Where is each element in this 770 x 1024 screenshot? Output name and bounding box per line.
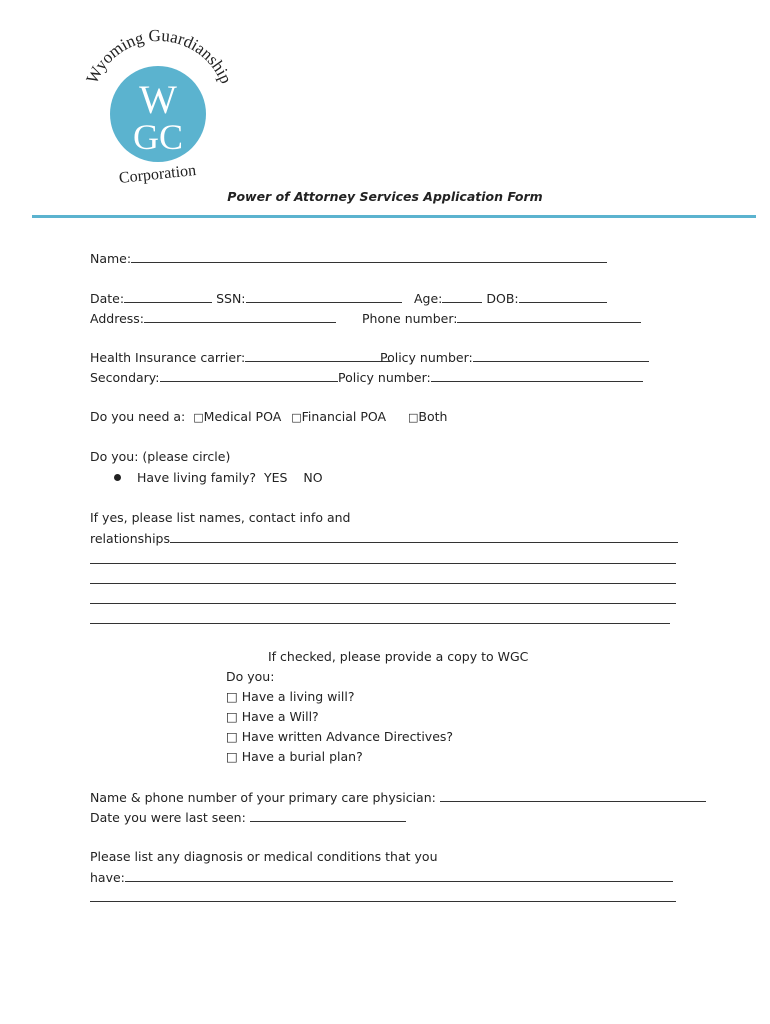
last-seen-row — [90, 809, 406, 825]
poa-prompt: Do you need a: — [90, 409, 186, 424]
diagnosis-prompt: Please list any diagnosis or medical conditions that you — [90, 849, 438, 864]
blank-line[interactable] — [90, 591, 676, 604]
dob-field[interactable] — [519, 290, 607, 303]
both-label: Both — [418, 409, 448, 424]
insurance-row — [90, 349, 391, 365]
phone-label: Phone number: — [362, 311, 458, 326]
policy-row-2 — [338, 369, 643, 385]
blank-line[interactable] — [90, 551, 676, 564]
header-divider — [32, 215, 756, 218]
diagnosis-line-2[interactable] — [90, 889, 676, 905]
age-label: Age: — [414, 291, 443, 306]
phone-field[interactable] — [457, 310, 641, 323]
family-line-3[interactable] — [90, 571, 676, 587]
dob-label: DOB: — [486, 291, 519, 306]
policy-number-2-label: Policy number: — [338, 370, 431, 385]
logo-initials-top: W — [139, 77, 177, 122]
relationships-field[interactable] — [170, 530, 678, 543]
yes-option[interactable]: YES — [263, 470, 288, 485]
secondary-label: Secondary: — [90, 370, 160, 385]
physician-row — [90, 789, 706, 805]
medical-poa-checkbox[interactable]: □ — [193, 411, 204, 424]
address-label: Address: — [90, 311, 144, 326]
living-family-question: Have living family? — [137, 470, 256, 485]
wgc-logo — [80, 22, 238, 190]
financial-poa-checkbox[interactable]: □ — [291, 411, 302, 424]
relationships-label: relationships — [90, 531, 170, 546]
address-row — [90, 310, 336, 326]
diagnosis-field[interactable] — [125, 869, 673, 882]
financial-poa-label: Financial POA — [301, 409, 387, 424]
health-carrier-label: Health Insurance carrier: — [90, 350, 246, 365]
copy-note: If checked, please provide a copy to WGC — [268, 649, 529, 664]
form-title: Power of Attorney Services Application Form — [227, 189, 543, 204]
no-option[interactable]: NO — [303, 470, 323, 485]
date-row — [90, 290, 402, 306]
logo-arc-text: Wyoming Guardianship — [82, 25, 236, 87]
medical-poa-label: Medical POA — [203, 409, 282, 424]
diagnosis-row — [90, 869, 673, 885]
circle-prompt: Do you: (please circle) — [90, 449, 231, 464]
date-label: Date: — [90, 291, 125, 306]
family-prompt: If yes, please list names, contact info and — [90, 510, 351, 525]
family-line-5[interactable] — [90, 611, 670, 627]
relationships-row — [90, 530, 678, 546]
living-will-item[interactable]: □ Have a living will? — [226, 689, 355, 704]
physician-field[interactable] — [440, 789, 706, 802]
diagnosis-label: have: — [90, 870, 125, 885]
phone-row — [362, 310, 641, 326]
age-dob-row — [414, 290, 607, 306]
logo-bottom-text: Corporation — [118, 162, 197, 188]
name-label: Name: — [90, 251, 132, 266]
address-field[interactable] — [144, 310, 336, 323]
age-field[interactable] — [442, 290, 482, 303]
advance-directives-item[interactable]: □ Have written Advance Directives? — [226, 729, 454, 744]
will-item[interactable]: □ Have a Will? — [226, 709, 319, 724]
poa-row — [90, 409, 386, 424]
secondary-row — [90, 369, 338, 385]
last-seen-field[interactable] — [250, 809, 406, 822]
blank-line[interactable] — [90, 571, 676, 584]
ssn-field[interactable] — [246, 290, 402, 303]
secondary-field[interactable] — [160, 369, 338, 382]
policy-number-2-field[interactable] — [431, 369, 643, 382]
health-carrier-field[interactable] — [245, 349, 391, 362]
policy-number-1-field[interactable] — [473, 349, 649, 362]
both-option — [408, 409, 447, 424]
logo-initials-bottom: GC — [132, 117, 184, 157]
name-row — [90, 250, 607, 266]
documents-prompt: Do you: — [226, 669, 275, 684]
policy-number-1-label: Policy number: — [380, 350, 473, 365]
blank-line[interactable] — [90, 889, 676, 902]
name-field[interactable] — [131, 250, 607, 263]
physician-label: Name & phone number of your primary care physician: — [90, 790, 436, 805]
date-field[interactable] — [124, 290, 212, 303]
family-line-2[interactable] — [90, 551, 676, 567]
bullet-icon — [114, 474, 121, 481]
family-line-4[interactable] — [90, 591, 676, 607]
blank-line[interactable] — [90, 611, 670, 624]
last-seen-label: Date you were last seen: — [90, 810, 246, 825]
both-checkbox[interactable]: □ — [408, 411, 419, 424]
policy-row-1 — [380, 349, 649, 365]
ssn-label: SSN: — [216, 291, 246, 306]
living-family-item — [114, 470, 323, 485]
burial-plan-item[interactable]: □ Have a burial plan? — [226, 749, 363, 764]
